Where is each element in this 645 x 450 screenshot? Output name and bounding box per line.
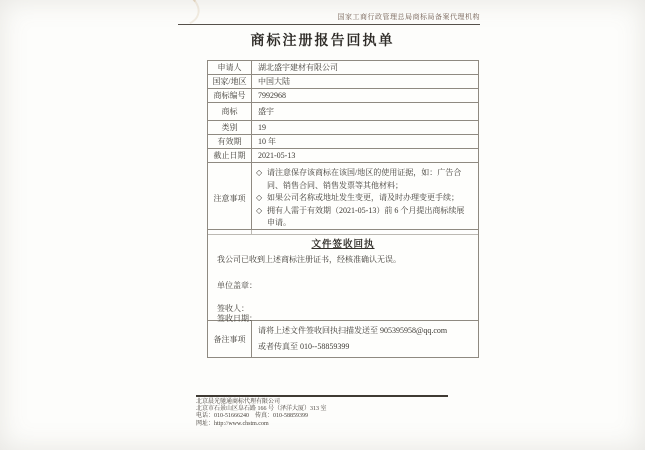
remark-line-fax: 或者传真至 010--58859399 bbox=[258, 342, 350, 351]
receipt-section-title: 文件签收回执 bbox=[311, 240, 375, 250]
agency-company-name: 北京晨光驰通商标代理有限公司 bbox=[196, 399, 281, 405]
diamond-bullet-icon: ◇ bbox=[256, 205, 263, 215]
row-label: 申请人 bbox=[208, 61, 252, 74]
agency-footer bbox=[196, 395, 448, 428]
row-value: 湖北盛宇建材有限公司 bbox=[258, 63, 338, 72]
diamond-bullet-icon: ◇ bbox=[256, 168, 263, 177]
trademark-info-table bbox=[207, 60, 479, 235]
remark-label: 备注事项 bbox=[208, 321, 252, 357]
row-label: 有效期 bbox=[208, 135, 252, 148]
row-label: 商标编号 bbox=[208, 89, 252, 102]
agency-address: 北京市石景山区阜石路 166 号（泽洋大厦）313 室 bbox=[196, 406, 327, 413]
agency-phone-fax: 电话：010-51666240 传真：010-58859399 bbox=[196, 413, 308, 420]
row-value: 10 年 bbox=[258, 137, 276, 146]
row-label: 类别 bbox=[208, 121, 252, 134]
row-label: 截止日期 bbox=[208, 149, 252, 162]
note-item bbox=[256, 167, 472, 192]
note-text: 如果公司名称或地址发生变更，请及时办理变更手续； bbox=[267, 193, 459, 202]
remark-instructions bbox=[252, 321, 478, 357]
notes-label: 注意事项 bbox=[208, 163, 252, 234]
table-row-expiry-date bbox=[208, 149, 478, 163]
table-row-country bbox=[208, 75, 478, 89]
diamond-bullet-icon: ◇ bbox=[256, 193, 263, 202]
document-receipt-box bbox=[207, 229, 479, 358]
note-text: 拥有人需于有效期（2021-05-13）前 6 个月提出商标续展申请。 bbox=[267, 205, 465, 227]
document-title: 商标注册报告回执单 bbox=[250, 34, 395, 49]
row-value: 7992968 bbox=[258, 91, 286, 100]
row-value: 2021-05-13 bbox=[258, 151, 296, 160]
agency-record-note: 国家工商行政管理总局商标局备案代理机构 bbox=[178, 12, 480, 25]
agency-website: 网址：http://www.chstm.com bbox=[196, 420, 269, 427]
note-item bbox=[256, 192, 472, 205]
note-item bbox=[256, 205, 472, 230]
table-row-validity bbox=[208, 135, 478, 149]
note-text: 请注意保存该商标在该国/地区的使用证据，如：广告合同、销售合同、销售发票等其他材料； bbox=[267, 168, 462, 190]
row-label: 商标 bbox=[208, 103, 252, 120]
receipt-content bbox=[208, 230, 478, 323]
receipt-confirmation-text: 我公司已收到上述商标注册证书，经核准确认无误。 bbox=[217, 255, 401, 264]
notes-list bbox=[252, 163, 478, 234]
table-row-class bbox=[208, 121, 478, 135]
remark-line-email: 请将上述文件签收回执扫描发送至 905395958@qq.com bbox=[258, 326, 448, 335]
row-label: 国家/地区 bbox=[208, 75, 252, 88]
row-value: 盛宇 bbox=[258, 107, 274, 116]
table-row-notes bbox=[208, 163, 478, 234]
table-row-trademark-number bbox=[208, 89, 478, 103]
remark-row bbox=[208, 320, 478, 357]
table-row-trademark bbox=[208, 103, 478, 121]
table-row-applicant bbox=[208, 61, 478, 75]
row-value: 中国大陆 bbox=[258, 77, 290, 86]
sign-date-label: 签收日期： bbox=[217, 313, 257, 323]
row-value: 19 bbox=[258, 123, 266, 132]
signer-label: 签收人： bbox=[217, 304, 249, 313]
company-stamp-label: 单位盖章： bbox=[217, 281, 257, 290]
